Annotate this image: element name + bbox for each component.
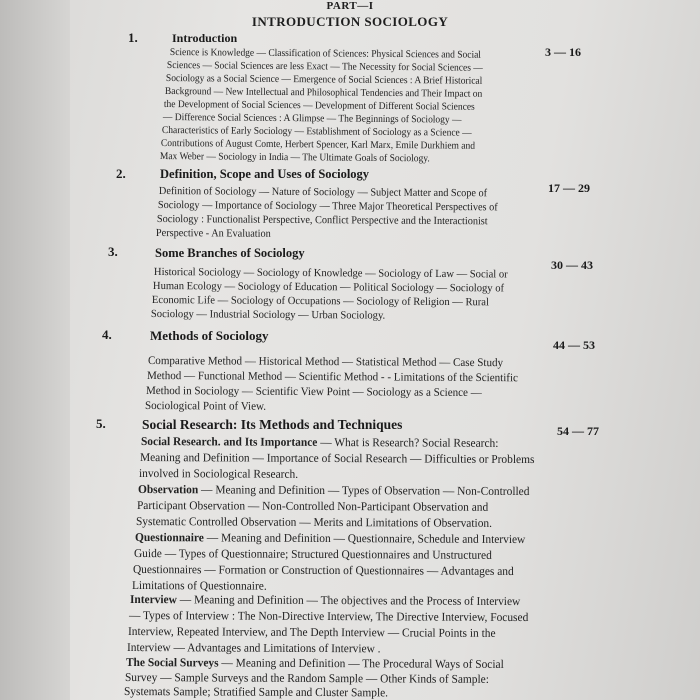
chapter-3-line: Sociology — Industrial Sociology — Urban Sociology.	[150, 308, 386, 322]
chapter-4-title: Methods of Sociology	[150, 328, 269, 343]
chapter-5-line: Interview, Repeated Interview, and The Depth Interview — Crucial Points in the	[127, 624, 496, 640]
chapter-5-line: Observation — Meaning and Definition — Types of Observation — Non-Controlled	[137, 482, 530, 499]
chapter-5-line: Interview — Advantages and Limitations of Interview .	[126, 640, 381, 656]
chapter-5-line: Survey — Sample Surveys and the Random Sample — Other Kinds of Sample:	[124, 670, 489, 686]
chapter-2-title: Definition, Scope and Uses of Sociology	[160, 167, 370, 181]
part-title: INTRODUCTION SOCIOLOGY	[251, 14, 449, 29]
chapter-3-line: Historical Sociology — Sociology of Knowledge — Sociology of Law — Social or	[153, 266, 508, 281]
chapter-5-line: Participant Observation — Non-Controlled Non-Participant Observation and	[136, 498, 489, 514]
chapter-3-line: Economic Life — Sociology of Occupations — Sociology of Religion — Rural	[151, 294, 489, 309]
chapter-5-title: Social Research: Its Methods and Techniques	[142, 417, 403, 432]
chapter-3-number: 3.	[108, 244, 118, 259]
chapter-1-line: Max Weber — Sociology in India — The Ultimate Goals of Sociology.	[159, 151, 430, 165]
chapter-1-line: — Difference Social Sciences : A Glimpse — The Beginnings of Sociology —	[162, 112, 462, 126]
subsection-title: The Social Surveys	[125, 655, 219, 670]
chapter-4-line: Comparative Method — Historical Method — Statistical Method — Case Study	[147, 355, 504, 370]
chapter-5-line: Questionnaires — Formation or Construction of Questionnaires — Advantages and	[132, 562, 514, 578]
chapter-5-line: Guide — Types of Questionnaire; Structured Questionnaires and Unstructured	[133, 546, 492, 562]
subsection-title: Observation	[137, 482, 199, 497]
chapter-1-line: Background — New Intellectual and Philosophical Tendencies and Their Impact on	[164, 86, 483, 100]
chapter-1-pages: 3 — 16	[545, 45, 581, 59]
page-gutter	[0, 0, 70, 700]
chapter-5-line: Interview — Meaning and Definition — The objectives and the Process of Interview	[129, 592, 521, 609]
chapter-1-line: Science is Knowledge — Classification of Sciences: Physical Sciences and Social	[169, 47, 482, 61]
chapter-5-line: Systemats Sample; Stratified Sample and Cluster Sample.	[123, 684, 389, 700]
chapter-1-title: Introduction	[172, 31, 238, 45]
chapter-2-line: Sociology — Importance of Sociology — Three Major Theoretical Perspectives of	[157, 199, 498, 214]
chapter-5-line: — Types of Interview : The Non-Directive Interview, The Directive Interview, Focused	[128, 608, 529, 625]
chapter-4-line: Method in Sociology — Scientific View Point — Sociology as a Science —	[145, 385, 482, 400]
chapter-5-line: Limitations of Questionnaire.	[131, 578, 267, 593]
chapter-3-line: Human Ecology — Sociology of Education — Political Sociology — Sociology of	[152, 280, 505, 295]
chapter-2-line: Sociology : Functionalist Perspective, Conflict Perspective and the Interactionist	[156, 213, 488, 228]
chapter-2-pages: 17 — 29	[548, 181, 590, 195]
chapter-3-title: Some Branches of Sociology	[155, 246, 305, 260]
subsection-title: Interview	[129, 592, 177, 607]
part-label: PART—I	[326, 0, 374, 12]
chapter-4-pages: 44 — 53	[553, 338, 595, 352]
chapter-1-line: Sociology as a Social Science — Emergence of Social Sciences : A Brief Historical	[165, 73, 483, 87]
chapter-1-line: Sciences — Social Sciences are less Exact — The Necessity for Social Sciences —	[166, 60, 483, 74]
chapter-5-line: The Social Surveys — Meaning and Definition — The Procedural Ways of Social	[125, 655, 504, 671]
chapter-2-number: 2.	[116, 166, 126, 181]
chapter-4-line: Method — Functional Method — Scientific Method - - Limitations of the Scientific	[146, 370, 519, 385]
chapter-2-line: Perspective - An Evaluation	[155, 227, 271, 240]
chapter-1-line: Characteristics of Early Sociology — Establishment of Sociology as a Science —	[161, 125, 472, 139]
chapter-1-line: Contributions of August Comte, Herbert Spencer, Karl Marx, Emile Durkhiem and	[160, 138, 476, 152]
chapter-4-line: Sociological Point of View.	[144, 400, 267, 413]
chapter-1-line: the Development of Social Sciences — Development of Different Social Sciences	[163, 99, 475, 113]
chapter-5-line: Social Research. and Its Importance — What is Research? Social Research:	[140, 434, 499, 450]
chapter-5-number: 5.	[96, 416, 106, 431]
chapter-2-line: Definition of Sociology — Nature of Sociology — Subject Matter and Scope of	[158, 185, 488, 200]
subsection-title: Social Research. and Its Importance	[140, 434, 318, 449]
chapter-3-pages: 30 — 43	[551, 258, 593, 272]
chapter-5-line: Questionnaire — Meaning and Definition — Questionnaire, Schedule and Interview	[134, 530, 526, 547]
subsection-title: Questionnaire	[134, 530, 204, 545]
chapter-5-pages: 54 — 77	[557, 424, 599, 438]
chapter-4-number: 4.	[102, 327, 112, 342]
chapter-5-line: Systematic Controlled Observation — Merits and Limitations of Observation.	[135, 514, 493, 530]
chapter-5-line: involved in Sociological Research.	[138, 466, 299, 481]
chapter-1-number: 1.	[128, 30, 138, 45]
chapter-5-line: Meaning and Definition — Importance of Social Research — Difficulties or Problems	[139, 450, 535, 467]
